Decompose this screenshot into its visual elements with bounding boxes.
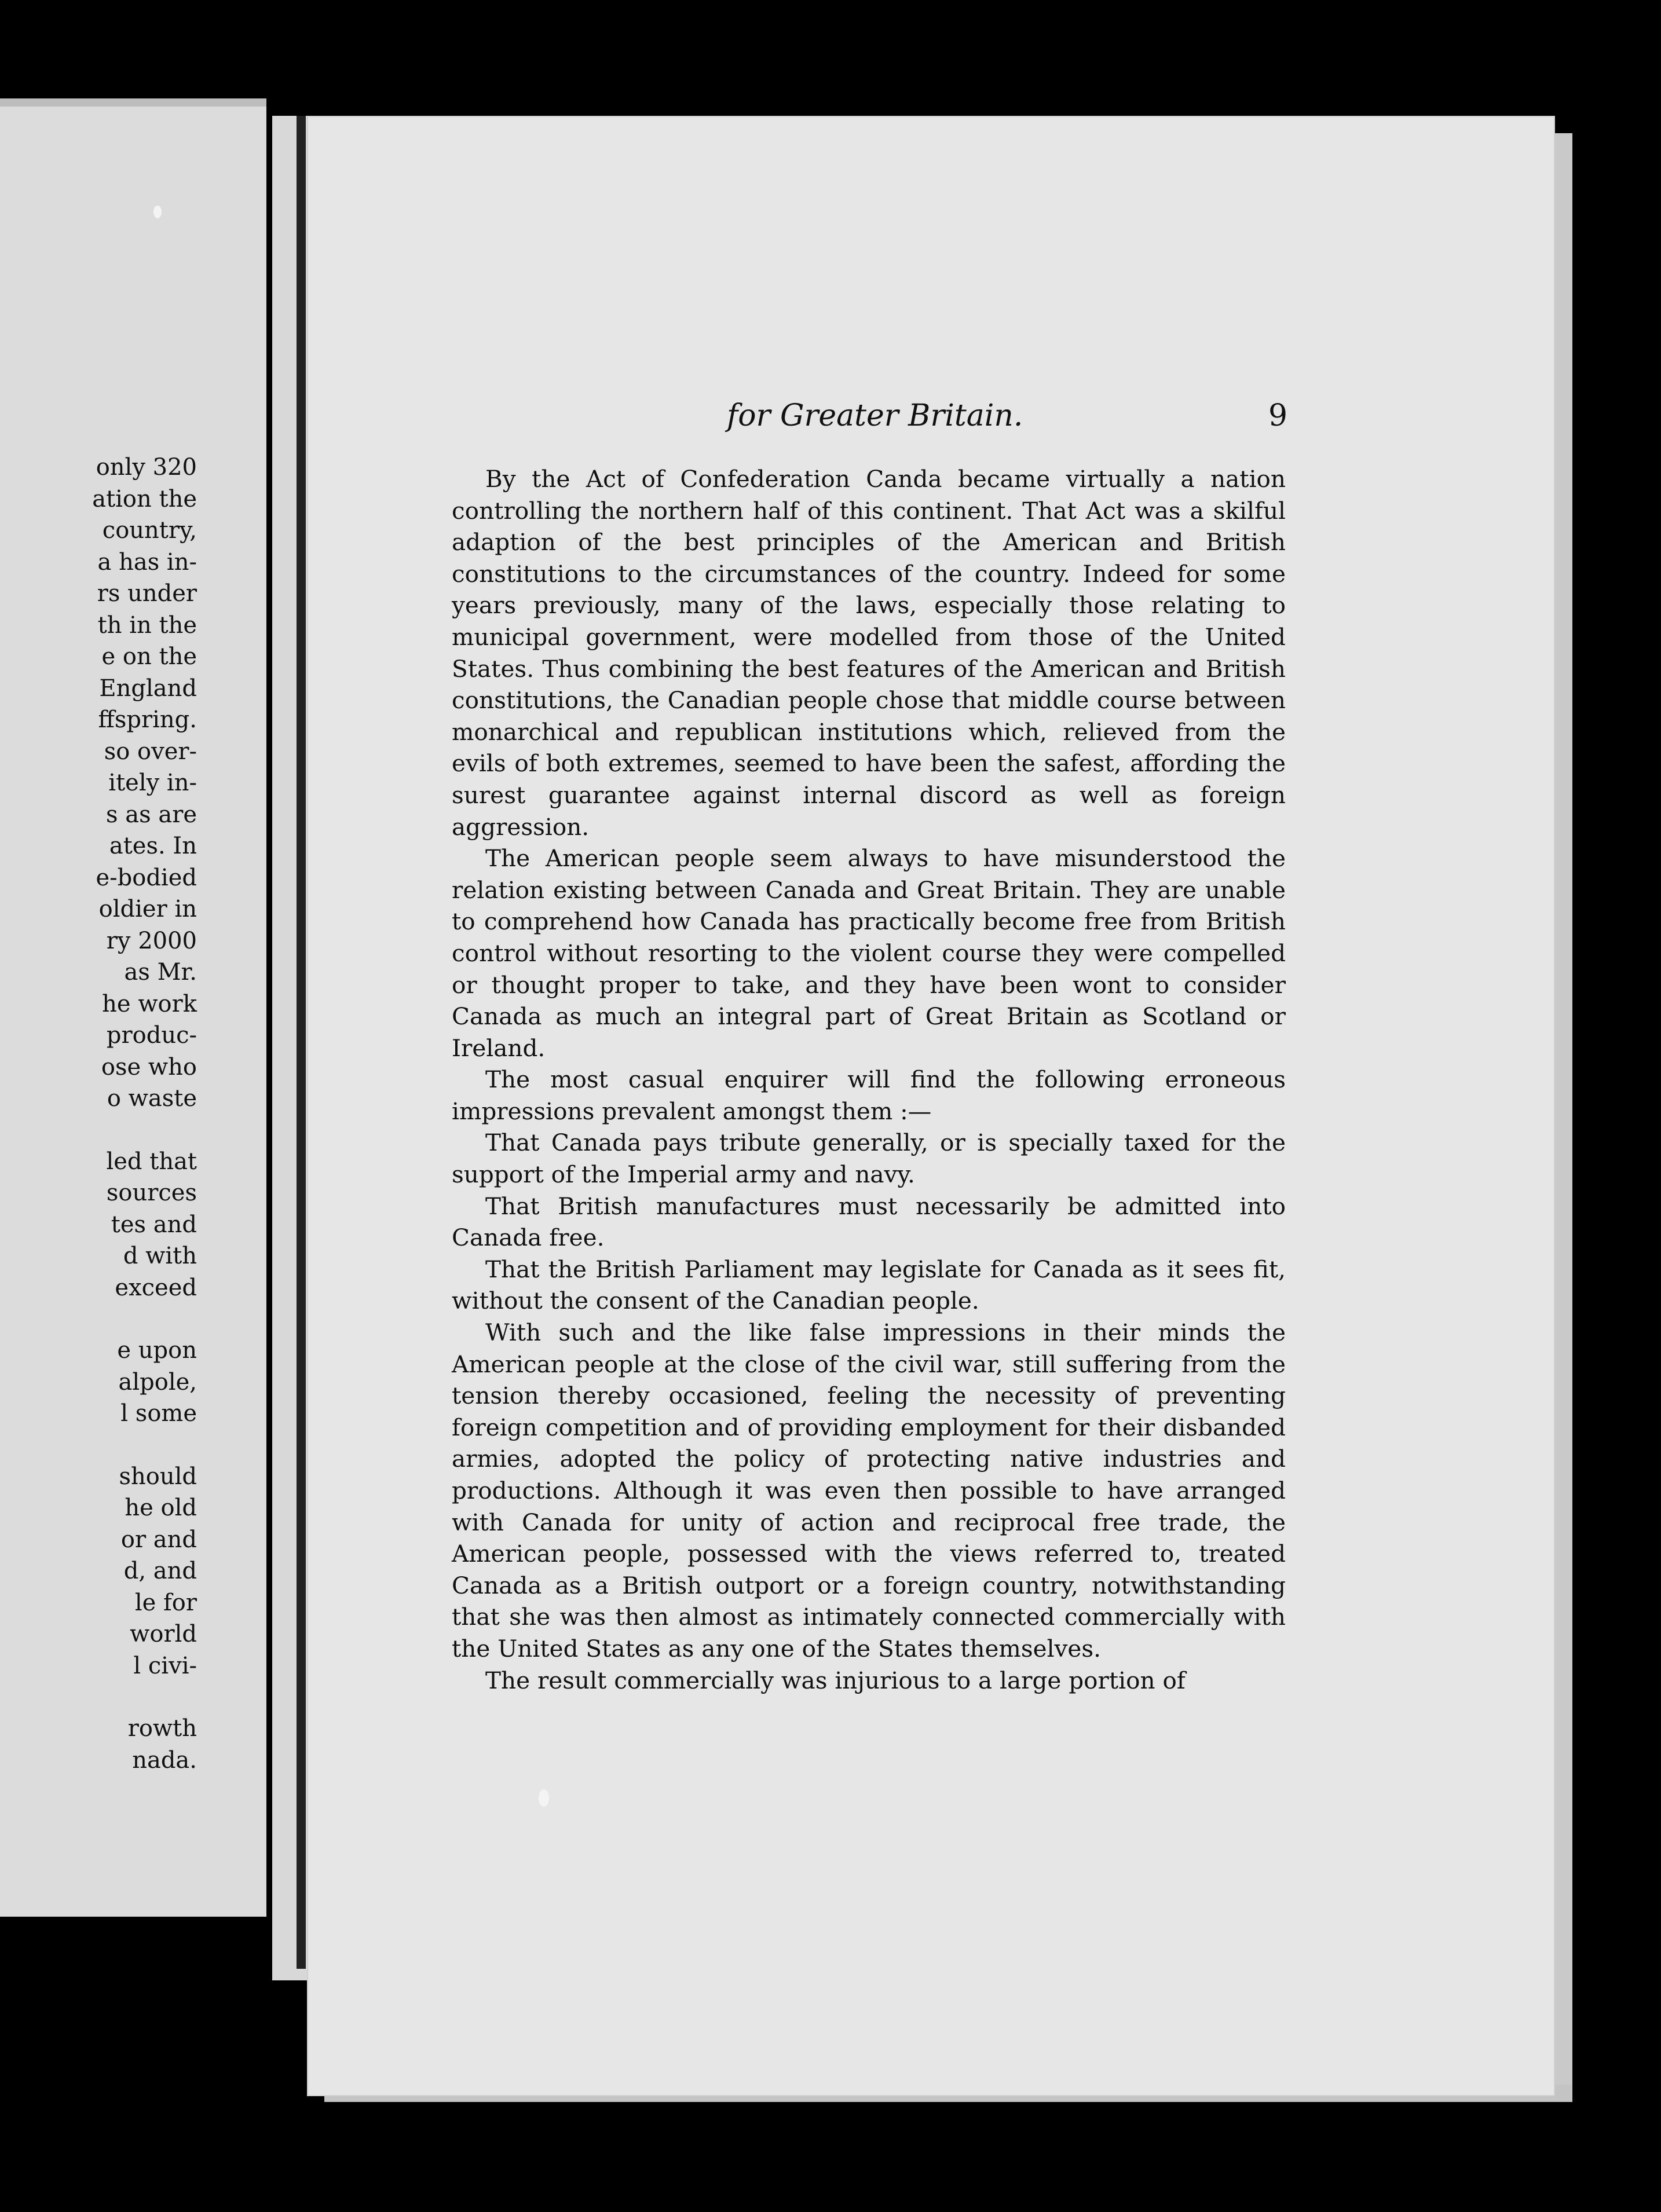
left-page-line: l some xyxy=(120,1400,197,1427)
left-page-line: he work xyxy=(102,990,197,1017)
left-page-line: should xyxy=(119,1463,197,1490)
scan-speck xyxy=(539,1789,549,1807)
left-page-line: le for xyxy=(134,1589,197,1616)
left-page-line: itely in- xyxy=(108,770,197,796)
paragraph: The result commercially was injurious to a large portion of xyxy=(485,1666,1186,1694)
left-page-line: d, and xyxy=(123,1558,197,1584)
left-page-line: world xyxy=(130,1621,197,1647)
left-page-line: e-bodied xyxy=(96,864,197,891)
left-page-line: so over- xyxy=(104,738,197,765)
body-text xyxy=(452,463,1286,1696)
left-page-line: alpole, xyxy=(118,1368,197,1396)
running-head: for Greater Britain. xyxy=(727,398,1023,433)
left-page-line: ry 2000 xyxy=(106,927,197,954)
left-page-edge xyxy=(0,98,266,107)
left-page-line: oldier in xyxy=(98,896,197,922)
paragraph: The most casual enquirer will find the following erroneous impressions prevalent amongst them :— xyxy=(452,1065,1286,1125)
left-page-line: a has in- xyxy=(97,548,197,576)
left-page-line: s as are xyxy=(106,801,197,828)
left-page-line xyxy=(0,1682,197,1713)
left-page-text xyxy=(0,452,197,1776)
paragraph: With such and the like false impressions in their minds the American people at the close of the civil war, still suffering from the tension thereby occasioned, feeling the necessity of preventing foreign competition and of providing employment for their disbanded armies, adopted the policy of protecting native industries and productions. Although it was even then possible to have arranged with Canada for unity of action and reciprocal free trade, the American people, possessed with the views referred to, treated Canada as a British outport or a foreign country, notwithstanding that she was then almost as intimately connected commercially with the United States as any one of the States themselves. xyxy=(452,1319,1286,1662)
left-page-line xyxy=(0,1115,197,1146)
left-page-line: sources xyxy=(106,1180,197,1206)
left-page-line: d with xyxy=(123,1243,197,1269)
left-page-line: e on the xyxy=(101,643,197,670)
paragraph: The American people seem always to have misunderstood the relation existing between Canada and Great Britain. They are unable to comprehend how Canada has practically become free from British control without resorting to the violent course they were compelled or thought proper to take, and they have been wont to consider Canada as much an integral part of Great Britain as Scotland or Ireland. xyxy=(452,844,1286,1062)
left-page-line: country, xyxy=(102,517,197,544)
paragraph: By the Act of Confederation Canda became virtually a nation controlling the northern half of this continent. That Act was a skilful adaption of the best principles of the American and British constitutions to the circumstances of the country. Indeed for some years previously, many of the laws, especially those relating to municipal government, were modelled from those of the United States. Thus combining the best features of the American and British constitutions, the Canadian people chose that middle course between monarchical and republican institutions which, relieved from the evils of both extremes, seemed to have been the safest, affording the surest guarantee against internal discord as well as foreign aggression. xyxy=(452,465,1286,841)
left-page-line: e upon xyxy=(117,1337,197,1364)
left-page-line xyxy=(0,1303,197,1335)
paragraph: That British manufactures must necessarily be admitted into Canada free. xyxy=(452,1192,1286,1252)
left-page-line: nada. xyxy=(132,1746,197,1774)
left-page-line: only 320 xyxy=(96,454,197,481)
left-page-line xyxy=(0,1430,197,1461)
spine-line xyxy=(297,116,306,1969)
left-page-line: th in the xyxy=(97,611,197,639)
left-page-line: exceed xyxy=(115,1274,197,1301)
left-page-line: tes and xyxy=(111,1211,197,1238)
scan-speck xyxy=(153,206,162,218)
left-page-line: ose who xyxy=(101,1053,197,1081)
page-number: 9 xyxy=(1268,398,1288,433)
left-page-line: as Mr. xyxy=(124,959,197,986)
left-page-line: o waste xyxy=(107,1085,197,1112)
left-page-line: England xyxy=(99,675,197,702)
left-page-line: or and xyxy=(120,1526,197,1553)
left-page-line: led that xyxy=(106,1148,197,1175)
left-page-line: rs under xyxy=(97,580,197,607)
left-page-line: rowth xyxy=(127,1715,197,1742)
left-page-line: ates. In xyxy=(109,833,197,859)
left-page-line: he old xyxy=(125,1495,197,1521)
left-page-line: ation the xyxy=(92,485,197,512)
left-page-line: l civi- xyxy=(133,1652,197,1679)
left-page-line: ffspring. xyxy=(98,706,197,733)
page-right-edge xyxy=(1555,133,1572,2096)
paragraph: That Canada pays tribute generally, or is specially taxed for the support of the Imperial army and navy. xyxy=(452,1129,1286,1189)
left-page-line: produc- xyxy=(106,1022,197,1049)
paragraph: That the British Parliament may legislate for Canada as it sees fit, without the consent of the Canadian people. xyxy=(452,1255,1286,1315)
